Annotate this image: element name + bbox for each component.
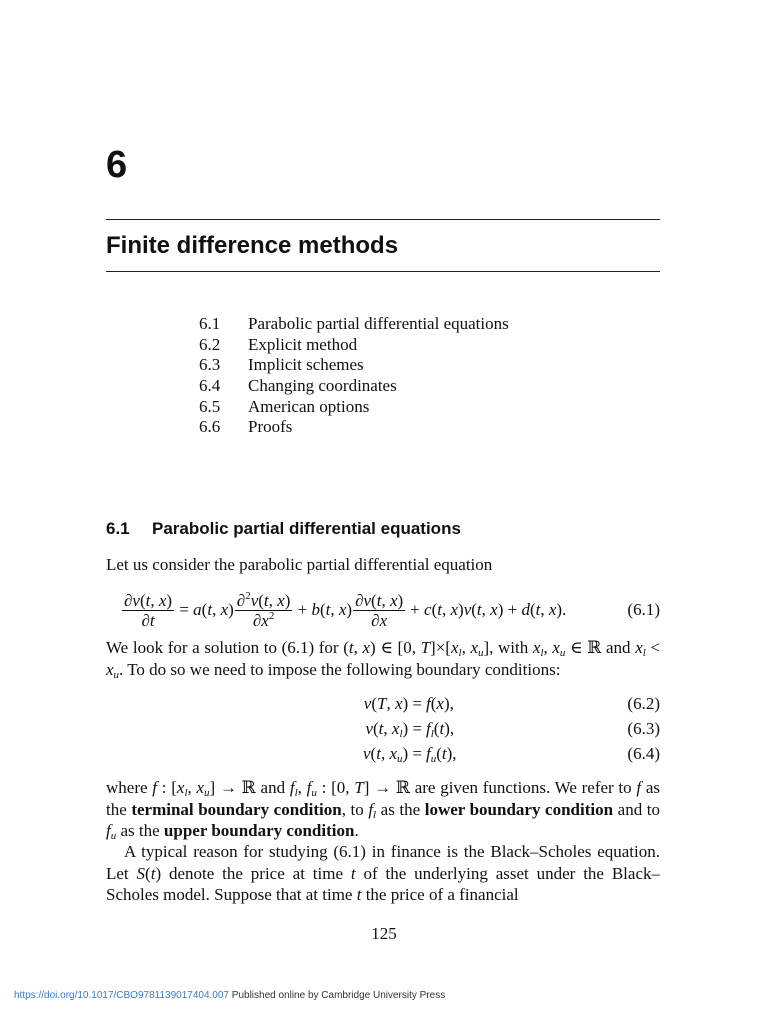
term-lower-boundary-cont: condition: [545, 799, 614, 819]
toc-entry[interactable]: [199, 355, 509, 376]
definitions-paragraph: where f : [$x_l$, $x_u$] → ℝ and $f_l$, $f_u$ : [0, T] → ℝ are given functions. We refer to f as the terminal boundary condition, to $f_l$ as the lower boundary condition and to $f_u$ as the upper boundary condition.: [106, 778, 661, 842]
toc-entry-number: 6.4: [199, 376, 221, 396]
toc-entry-title: American options: [248, 396, 370, 416]
equation-number: (6.2): [627, 694, 660, 713]
toc-entry-title: Implicit schemes: [248, 355, 364, 375]
toc-entry[interactable]: [199, 335, 509, 356]
page-number: 125: [371, 924, 397, 943]
page-footer: [14, 990, 445, 1001]
toc-entry-title: Explicit method: [248, 334, 358, 354]
chapter-rule-top: [106, 219, 660, 220]
section-heading: [106, 519, 461, 539]
chapter-contents: [199, 314, 509, 438]
section-title: Parabolic partial differential equations: [152, 519, 461, 538]
toc-entry[interactable]: [199, 397, 509, 418]
equation-number: (6.3): [627, 719, 660, 738]
term-terminal-boundary: terminal boundary condition: [131, 799, 342, 819]
equation-6-1: $\frac{\partial v(t, x)}{\partial t}$ = a(t, x) $\frac{\partial^2v(t, x)}{\partial x^2}$ + b(t, x) $\frac{\partial v(t, x)}{\partial x}$ + c(t, x)v(t, x) + d(t, x). (6.1): [124, 589, 660, 630]
black-scholes-paragraph: A typical reason for studying (6.1) in finance is the Black–Scholes equation. Let S(t) denote the price at time t of the underlying asset under the Black–Scholes model. Suppose that at time t the price of a financial: [106, 842, 660, 904]
toc-entry[interactable]: [199, 314, 509, 335]
doi-link[interactable]: https://doi.org/10.1017/CBO9781139017404.007: [14, 990, 229, 1001]
toc-entry-title: Proofs: [248, 417, 293, 437]
fraction: $\frac{\partial^2v(t, x)}{\partial x^2}$: [236, 589, 291, 630]
fraction: $\frac{\partial v(t, x)}{\partial x}$: [355, 590, 404, 630]
publisher-note: Published online by Cambridge University Press: [231, 990, 446, 1001]
term-upper-boundary: upper boundary condition: [163, 821, 355, 840]
toc-entry[interactable]: [199, 417, 509, 438]
toc-entry[interactable]: [199, 376, 509, 397]
solution-paragraph: We look for a solution to (6.1) for (t, x) ∈ [0, $T]\times[x_l$, $x_u$], with $x_l$, $x_u$ ∈ ℝ and $x_l < x_u$. To do so we need to impose the following boundary conditions:: [106, 638, 661, 681]
chapter-rule-bottom: [106, 271, 660, 272]
equation-number: (6.4): [627, 744, 660, 763]
toc-entry-number: 6.1: [199, 314, 221, 333]
toc-entry-number: 6.2: [199, 334, 221, 354]
toc-entry-number: 6.6: [199, 417, 221, 437]
toc-entry-title: Changing coordinates: [248, 376, 397, 396]
toc-entry-number: 6.5: [199, 396, 221, 416]
section-number: 6.1: [106, 519, 130, 538]
term-lower-boundary: lower boundary: [424, 799, 541, 819]
toc-entry-number: 6.3: [199, 355, 221, 375]
intro-paragraph: Let us consider the parabolic partial differential equation: [106, 555, 493, 574]
chapter-number: 6: [106, 144, 128, 186]
toc-entry-title: Parabolic partial differential equations: [248, 314, 509, 333]
fraction: $\frac{\partial v(t, x)}{\partial t}$: [124, 590, 173, 630]
chapter-title: Finite difference methods: [106, 232, 399, 259]
equation-number: (6.1): [627, 600, 660, 619]
